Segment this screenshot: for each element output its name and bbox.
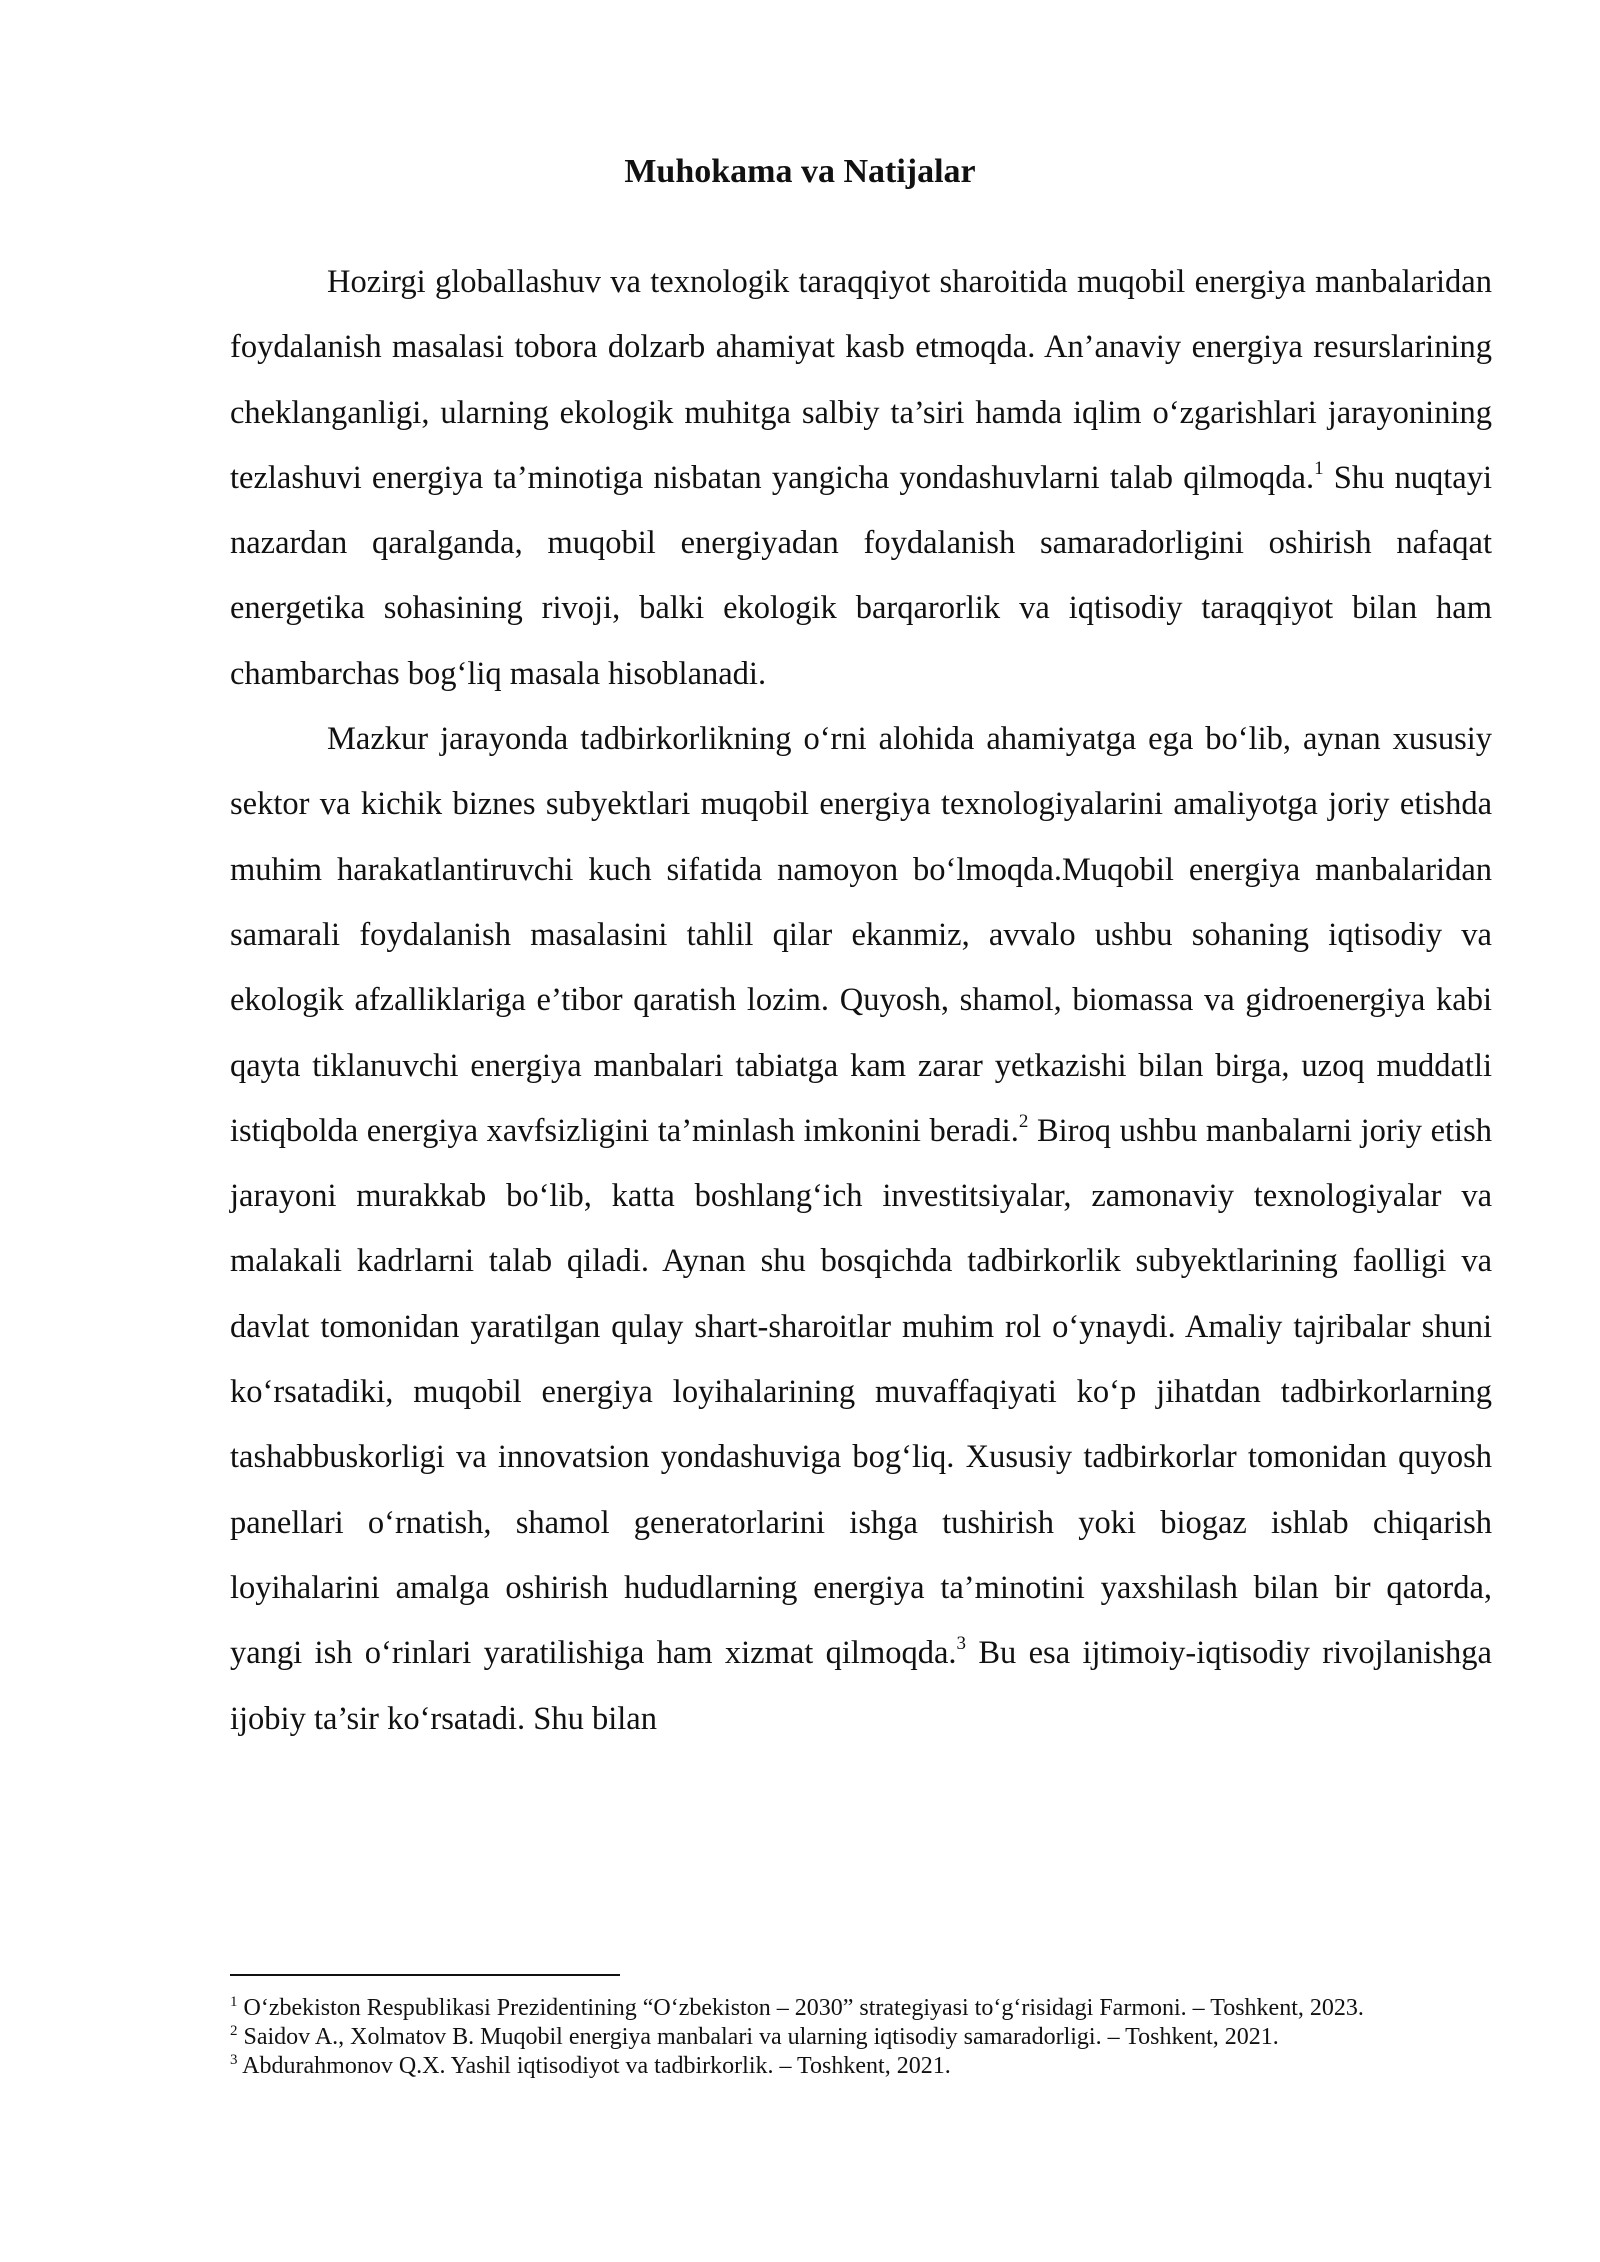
footnote-number-2: 2 — [230, 2023, 238, 2039]
footnote-1 — [230, 1994, 1492, 2023]
footnote-number-3: 3 — [230, 2052, 238, 2068]
footnote-separator — [230, 1974, 620, 1976]
body-text — [230, 250, 1492, 1752]
paragraph-1-text-after: Shu nuqtayi nazardan qaralganda, muqobil energiyadan foydalanish samaradorligini oshirish nafaqat energetika sohasining rivoji, balki ekologik barqarorlik va iqtisodiy taraqqiyot bilan ham chambarchas bog‘liq masala hisoblanadi. — [230, 459, 1492, 692]
paragraph-2 — [230, 707, 1492, 1752]
footnote-2 — [230, 2023, 1492, 2052]
paragraph-1 — [230, 250, 1492, 707]
footnote-ref-1[interactable]: 1 — [1314, 457, 1324, 479]
paragraph-1-text-before: Hozirgi globallashuv va texnologik taraqqiyot sharoitida muqobil energiya manbalaridan foydalanish masalasi tobora dolzarb ahamiyat kasb etmoqda. An’anaviy energiya resurslarining cheklanganligi, ularning ekologik muhitga salbiy ta’siri hamda iqlim o‘zgarishlari jarayonining tezlashuvi energiya ta’minotiga nisbatan yangicha yondashuvlarni talab qilmoqda. — [230, 264, 1492, 496]
paragraph-2-text-1: Mazkur jarayonda tadbirkorlikning o‘rni alohida ahamiyatga ega bo‘lib, aynan xususiy sektor va kichik biznes subyektlari muqobil energiya texnologiyalarini amaliyotga joriy etishda muhim harakatlantiruvchi kuch sifatida namoyon bo‘lmoqda.Muqobil energiya manbalaridan samarali foydalanish masalasini tahlil qilar ekanmiz, avvalo ushbu sohaning iqtisodiy va ekologik afzalliklariga e’tibor qaratish lozim. Quyosh, shamol, biomassa va gidroenergiya kabi qayta tiklanuvchi energiya manbalari tabiatga kam zarar yetkazishi bilan birga, uzoq muddatli istiqbolda energiya xavfsizligini ta’minlash imkonini beradi. — [230, 721, 1492, 1149]
footnote-3-text: Abdurahmonov Q.X. Yashil iqtisodiyot va tadbirkorlik. – Toshkent, 2021. — [237, 2053, 951, 2079]
footnote-2-text: Saidov A., Xolmatov B. Muqobil energiya manbalari va ularning iqtisodiy samaradorligi. – Toshkent, 2021. — [237, 2024, 1279, 2050]
footnote-number-1: 1 — [230, 1994, 238, 2010]
paragraph-2-text-2: Biroq ushbu manbalarni joriy etish jarayoni murakkab bo‘lib, katta boshlang‘ich investitsiyalar, zamonaviy texnologiyalar va malakali kadrlarni talab qiladi. Aynan shu bosqichda tadbirkorlik subyektlarining faolligi va davlat tomonidan yaratilgan qulay shart-sharoitlar muhim rol o‘ynaydi. Amaliy tajribalar shuni ko‘rsatadiki, muqobil energiya loyihalarining muvaffaqiyati ko‘p jihatdan tadbirkorlarning tashabbuskorligi va innovatsion yondashuviga bog‘liq. Xususiy tadbirkorlar tomonidan quyosh panellari o‘rnatish, shamol generatorlarini ishga tushirish yoki biogaz ishlab chiqarish loyihalarini amalga oshirish hududlarning energiya ta’minotini yaxshilash bilan bir qatorda, yangi ish o‘rinlari yaratilishiga ham xizmat qilmoqda. — [230, 1112, 1492, 1672]
footnote-3 — [230, 2052, 1492, 2081]
footnote-1-text: O‘zbekiston Respublikasi Prezidentining “O‘zbekiston – 2030” strategiyasi to‘g‘risidagi Farmoni. – Toshkent, 2023. — [237, 1995, 1364, 2021]
footnotes — [230, 1994, 1492, 2081]
paragraph-2-text-3: Bu esa ijtimoiy-iqtisodiy rivojlanishga ijobiy ta’sir ko‘rsatadi. Shu bilan — [230, 1635, 1492, 1737]
footnote-ref-2[interactable]: 2 — [1018, 1110, 1029, 1132]
footnote-ref-3[interactable]: 3 — [956, 1633, 967, 1655]
page-title: Muhokama va Natijalar — [624, 153, 976, 190]
